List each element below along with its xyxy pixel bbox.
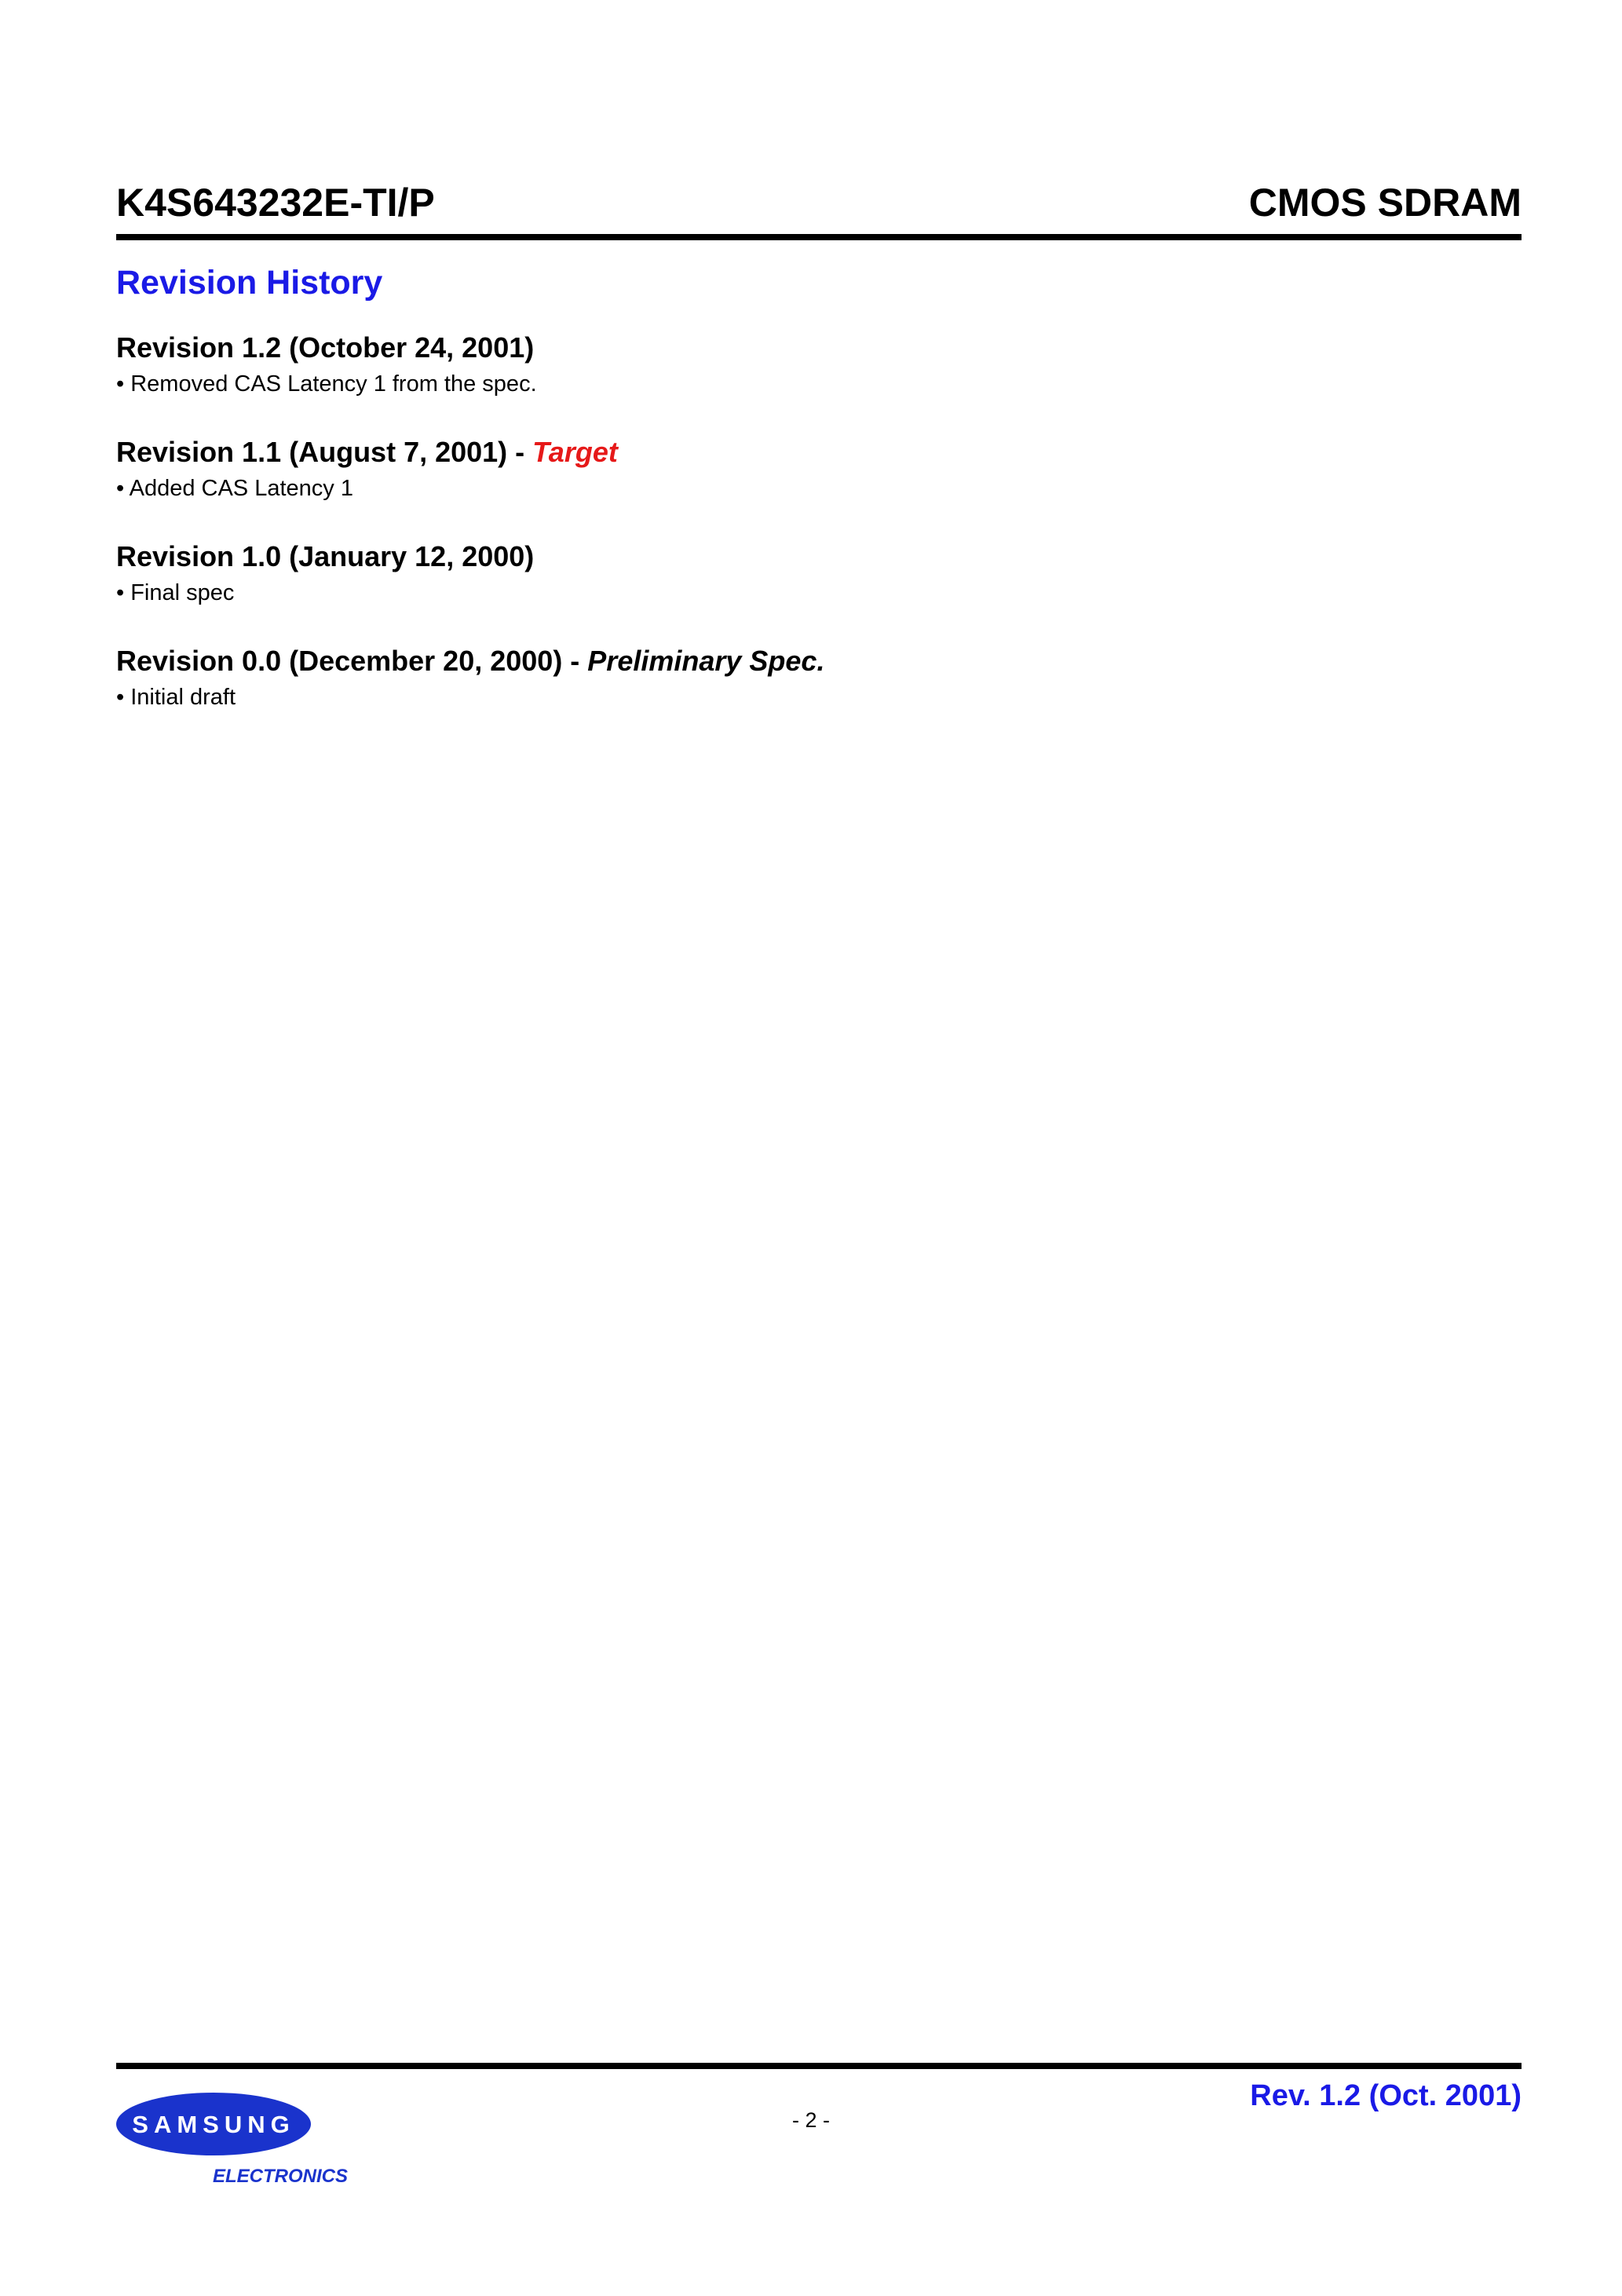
revision-heading-text: Revision 1.0 (January 12, 2000): [116, 540, 535, 572]
samsung-logo-graphic: [115, 2086, 414, 2188]
page-number: - 2 -: [791, 2108, 830, 2132]
revision-item: • Removed CAS Latency 1 from the spec.: [116, 371, 537, 397]
revision-item: • Final spec: [116, 580, 235, 605]
revision-entry: [116, 330, 1451, 399]
page-header: [116, 179, 1522, 226]
revision-item: • Added CAS Latency 1: [116, 476, 353, 501]
part-number: K4S643232E-TI/P: [116, 181, 435, 225]
revision-tag: Preliminary Spec.: [587, 645, 825, 677]
revision-heading: [116, 539, 1451, 575]
revision-entry: [116, 539, 1451, 608]
revision-entry: [116, 643, 1451, 712]
footer-divider: [116, 2063, 1522, 2069]
revision-tag: Target: [532, 436, 618, 468]
samsung-logo: [115, 2086, 414, 2188]
footer-revision: Rev. 1.2 (Oct. 2001): [1250, 2079, 1522, 2112]
revision-item: • Initial draft: [116, 685, 236, 710]
document-type: CMOS SDRAM: [1248, 181, 1522, 225]
svg-text:ELECTRONICS: ELECTRONICS: [212, 2166, 349, 2187]
revision-heading-text: Revision 1.1 (August 7, 2001) -: [116, 436, 533, 468]
section-title: Revision History: [116, 264, 383, 302]
revision-heading: [116, 330, 1451, 366]
header-divider: [116, 234, 1522, 240]
revision-heading: [116, 434, 1451, 470]
revision-heading: [116, 643, 1451, 679]
revision-heading-text: Revision 1.2 (October 24, 2001): [116, 331, 535, 364]
revision-heading-text: Revision 0.0 (December 20, 2000) -: [116, 645, 588, 677]
svg-text:SAMSUNG: SAMSUNG: [132, 2111, 295, 2138]
revision-entry: [116, 434, 1451, 503]
